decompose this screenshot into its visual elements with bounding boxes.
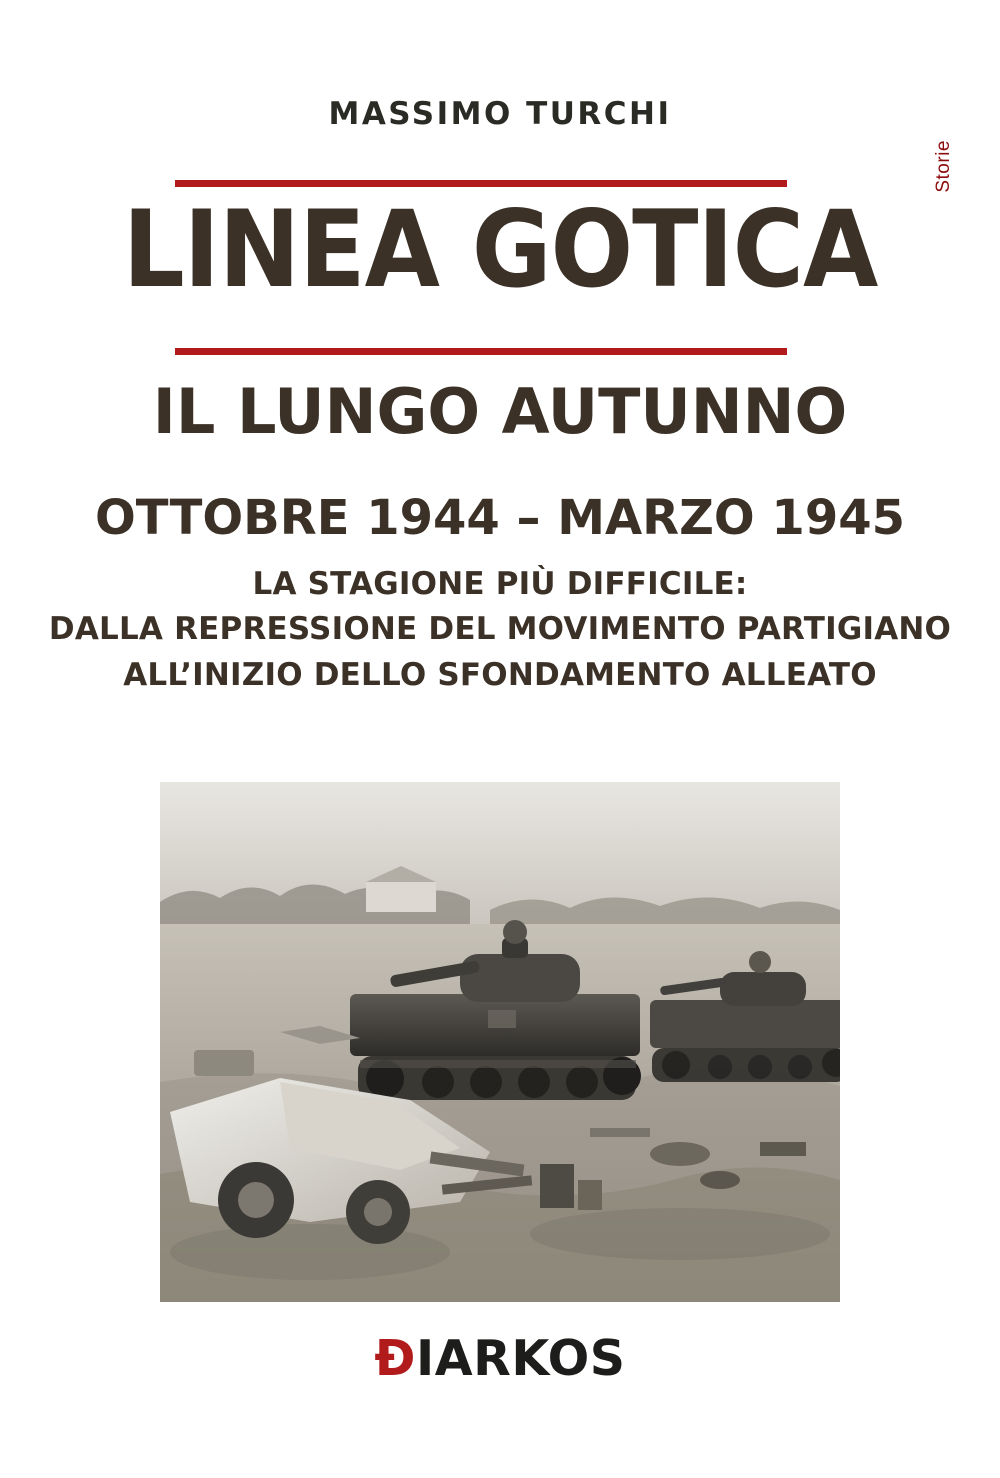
blurb-line: DALLA REPRESSIONE DEL MOVIMENTO PARTIGIANO	[48, 611, 952, 648]
divider-bottom	[175, 348, 787, 355]
publisher-name: IARKOS	[415, 1330, 626, 1387]
book-subtitle-dates: OTTOBRE 1944 – MARZO 1945	[94, 490, 906, 546]
blurb-line: ALL’INIZIO DELLO SFONDAMENTO ALLEATO	[123, 656, 877, 693]
divider-top	[175, 180, 787, 187]
publisher-initial: Ð	[374, 1330, 416, 1387]
cover-photograph	[160, 782, 840, 1302]
author-name: MASSIMO TURCHI	[328, 96, 672, 132]
series-label-text: Storie	[933, 140, 954, 193]
book-subtitle-primary: IL LUNGO AUTUNNO	[152, 375, 848, 448]
blurb-line: LA STAGIONE PIÙ DIFFICILE:	[252, 566, 748, 602]
book-blurb	[0, 562, 1000, 698]
book-title: LINEA GOTICA	[122, 188, 878, 311]
photo-illustration	[160, 782, 840, 1302]
publisher-logo	[0, 1330, 1000, 1387]
